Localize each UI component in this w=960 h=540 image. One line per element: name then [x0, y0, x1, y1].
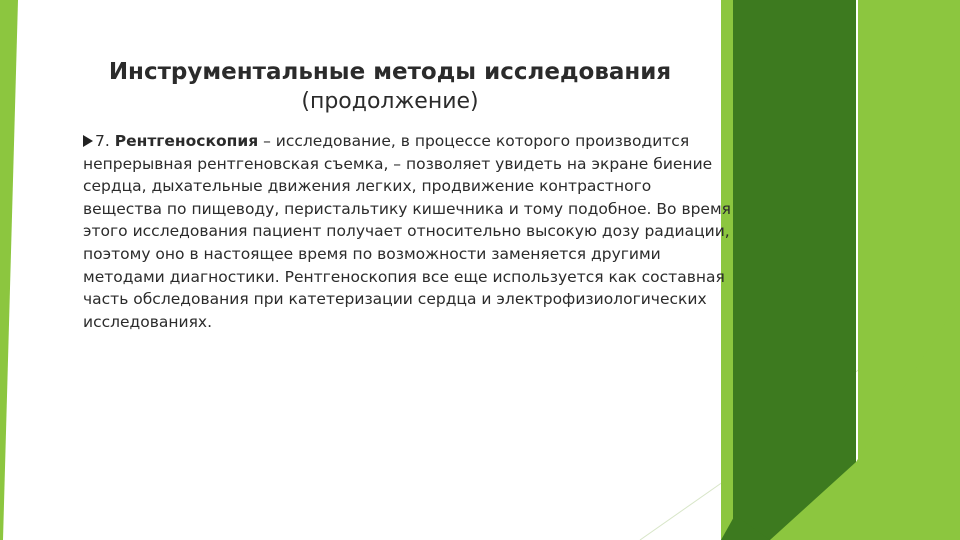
left-green-shape: [0, 0, 18, 540]
title-line-1: Инструментальные методы исследования: [108, 59, 672, 85]
item-number: 7.: [95, 132, 110, 150]
title-line-2: (продолжение): [301, 89, 479, 114]
bullet-arrow-icon: [83, 135, 93, 147]
body-paragraph: [83, 130, 733, 333]
term: Рентгеноскопия: [114, 132, 259, 150]
slide-title: [80, 57, 700, 117]
definition: – исследование, в процессе которого производится непрерывная рентгеновская съемка, – позволяет увидеть на экране биение сердца, дыхательные движения легких, продвижение контрастного вещества по пищеводу, перистальтику кишечника и тому подобное. Во время этого исследования пациент получает относительно высокую дозу радиации, поэтому оно в настоящее время по возможности заменяется другими методами диагностики. Рентгеноскопия все еще используется как составная часть обследования при катетеризации сердца и электрофизиологических исследованиях.: [83, 132, 731, 331]
right-dark-band: [733, 0, 856, 540]
